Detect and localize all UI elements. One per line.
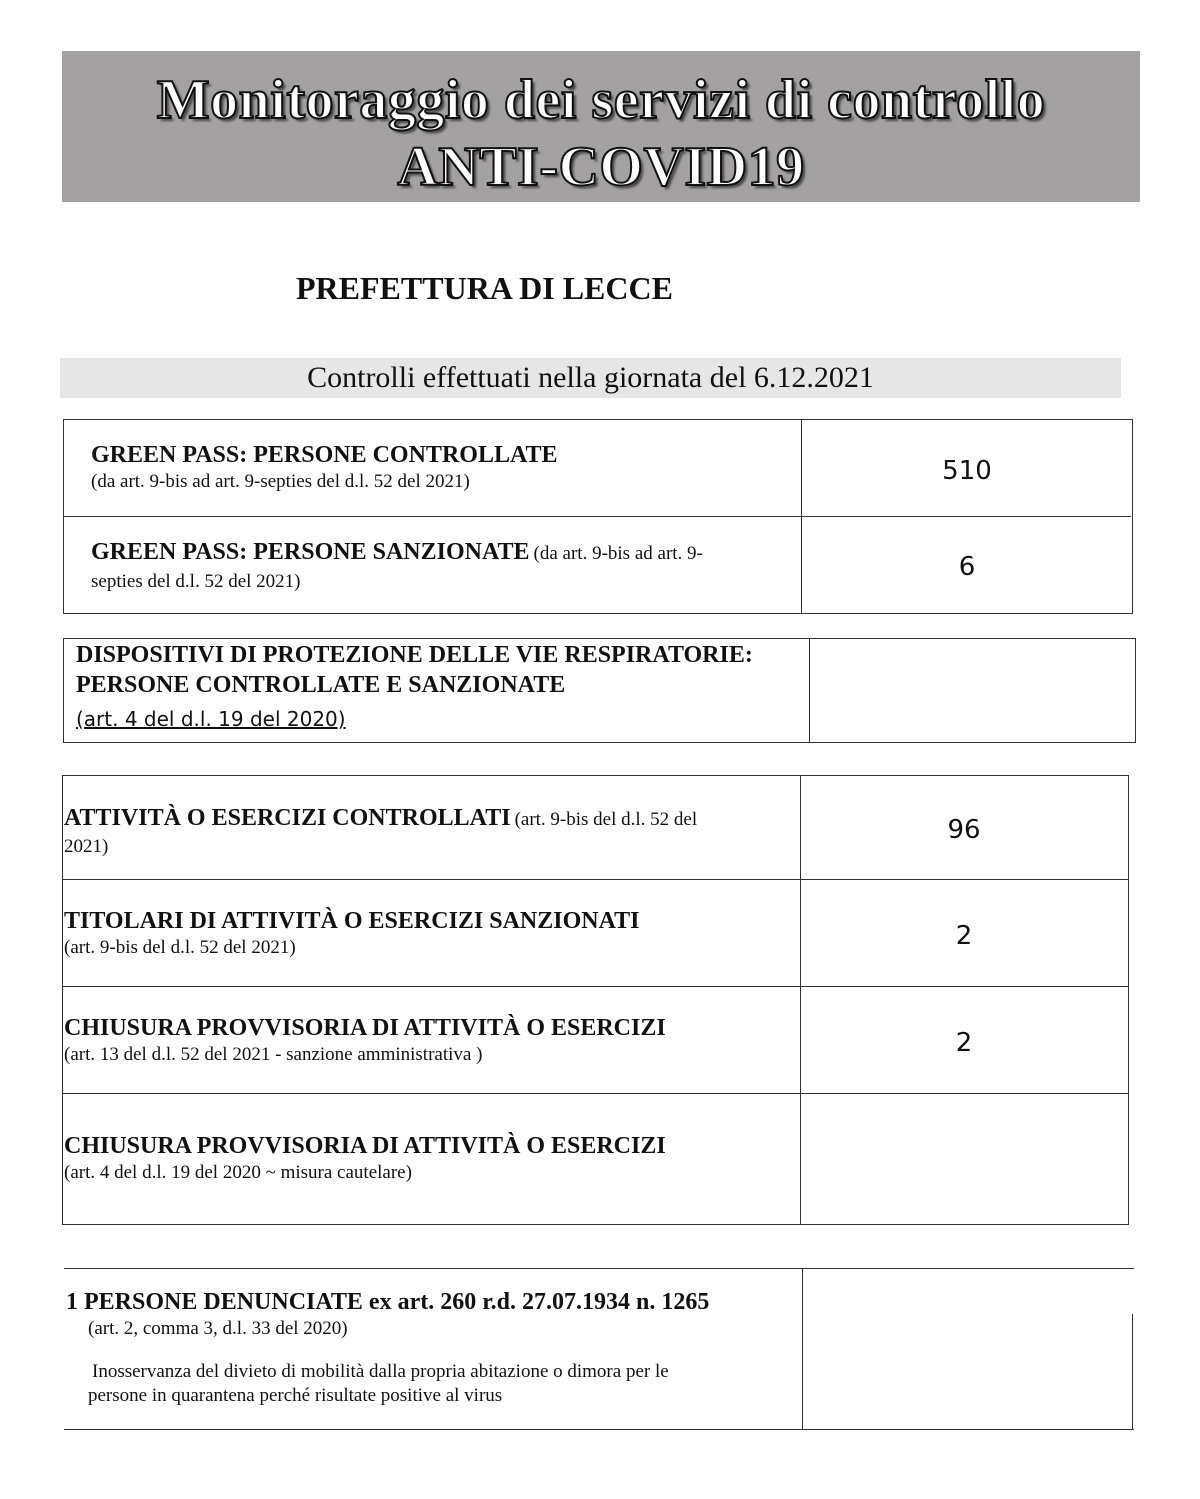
green-pass-sanzionate-title: GREEN PASS: PERSONE SANZIONATE <box>91 539 530 565</box>
header-title-line2: ANTI-COVID19 <box>397 136 805 198</box>
prefettura-title: PREFETTURA DI LECCE <box>296 270 673 306</box>
titolari-sanzionati-value: 2 <box>955 921 973 951</box>
dispositivi-title-line1: DISPOSITIVI DI PROTEZIONE DELLE VIE RESPIRATORIE: <box>76 642 753 668</box>
denunciate-table <box>64 1268 1135 1431</box>
green-pass-controllate-note: (da art. 9-bis ad art. 9-septies del d.l. 52 del 2021) <box>91 471 470 492</box>
chiusura-sanzione-label <box>64 1013 794 1067</box>
green-pass-sanzionate-label <box>91 537 791 594</box>
denunciate-label <box>66 1287 801 1408</box>
green-pass-sanzionate-note-rest: septies del d.l. 52 del 2021) <box>91 571 301 592</box>
attivita-controllati-value: 96 <box>947 815 981 845</box>
denunciate-desc-line2: persone in quarantena perché risultate positive al virus <box>88 1385 503 1406</box>
chiusura-cautelare-note: (art. 4 del d.l. 19 del 2020 ~ misura cautelare) <box>64 1162 412 1183</box>
attivita-controllati-title: ATTIVITÀ O ESERCIZI CONTROLLATI <box>64 805 511 831</box>
dispositivi-title-line2: PERSONE CONTROLLATE E SANZIONATE <box>76 672 566 698</box>
header-title-line1: Monitoraggio dei servizi di controllo <box>156 69 1046 131</box>
attivita-controllati-label <box>64 803 794 859</box>
dispositivi-table <box>63 638 1136 743</box>
denunciate-title: 1 PERSONE DENUNCIATE ex art. 260 r.d. 27.07.1934 n. 1265 <box>66 1289 710 1315</box>
dispositivi-note: (art. 4 del d.l. 19 del 2020) <box>76 707 346 731</box>
titolari-sanzionati-note: (art. 9-bis del d.l. 52 del 2021) <box>64 937 296 958</box>
attivita-table <box>62 775 1129 1225</box>
denunciate-desc-line1: Inosservanza del divieto di mobilità dalla propria abitazione o dimora per le <box>92 1361 669 1382</box>
green-pass-controllate-label <box>91 440 791 494</box>
chiusura-sanzione-value: 2 <box>955 1028 973 1058</box>
date-bar <box>60 358 1121 398</box>
attivita-controllati-note-inline: (art. 9-bis del d.l. 52 del <box>514 809 698 830</box>
green-pass-controllate-value: 510 <box>942 456 992 486</box>
header-banner <box>62 51 1140 202</box>
green-pass-sanzionate-note-inline: (da art. 9-bis ad art. 9- <box>533 543 703 564</box>
green-pass-controllate-title: GREEN PASS: PERSONE CONTROLLATE <box>91 442 558 468</box>
attivita-controllati-note-rest: 2021) <box>64 836 109 857</box>
chiusura-sanzione-note: (art. 13 del d.l. 52 del 2021 - sanzione amministrativa ) <box>64 1044 483 1065</box>
chiusura-cautelare-title: CHIUSURA PROVVISORIA DI ATTIVITÀ O ESERCIZI <box>64 1133 666 1159</box>
titolari-sanzionati-title: TITOLARI DI ATTIVITÀ O ESERCIZI SANZIONATI <box>64 908 640 934</box>
green-pass-table <box>63 419 1133 614</box>
chiusura-cautelare-label <box>64 1131 794 1185</box>
green-pass-sanzionate-value: 6 <box>958 552 976 582</box>
dispositivi-label <box>76 640 801 732</box>
denunciate-note: (art. 2, comma 3, d.l. 33 del 2020) <box>88 1318 348 1339</box>
titolari-sanzionati-label <box>64 906 794 960</box>
chiusura-sanzione-title: CHIUSURA PROVVISORIA DI ATTIVITÀ O ESERCIZI <box>64 1015 666 1041</box>
date-line: Controlli effettuati nella giornata del 6.12.2021 <box>307 361 874 394</box>
